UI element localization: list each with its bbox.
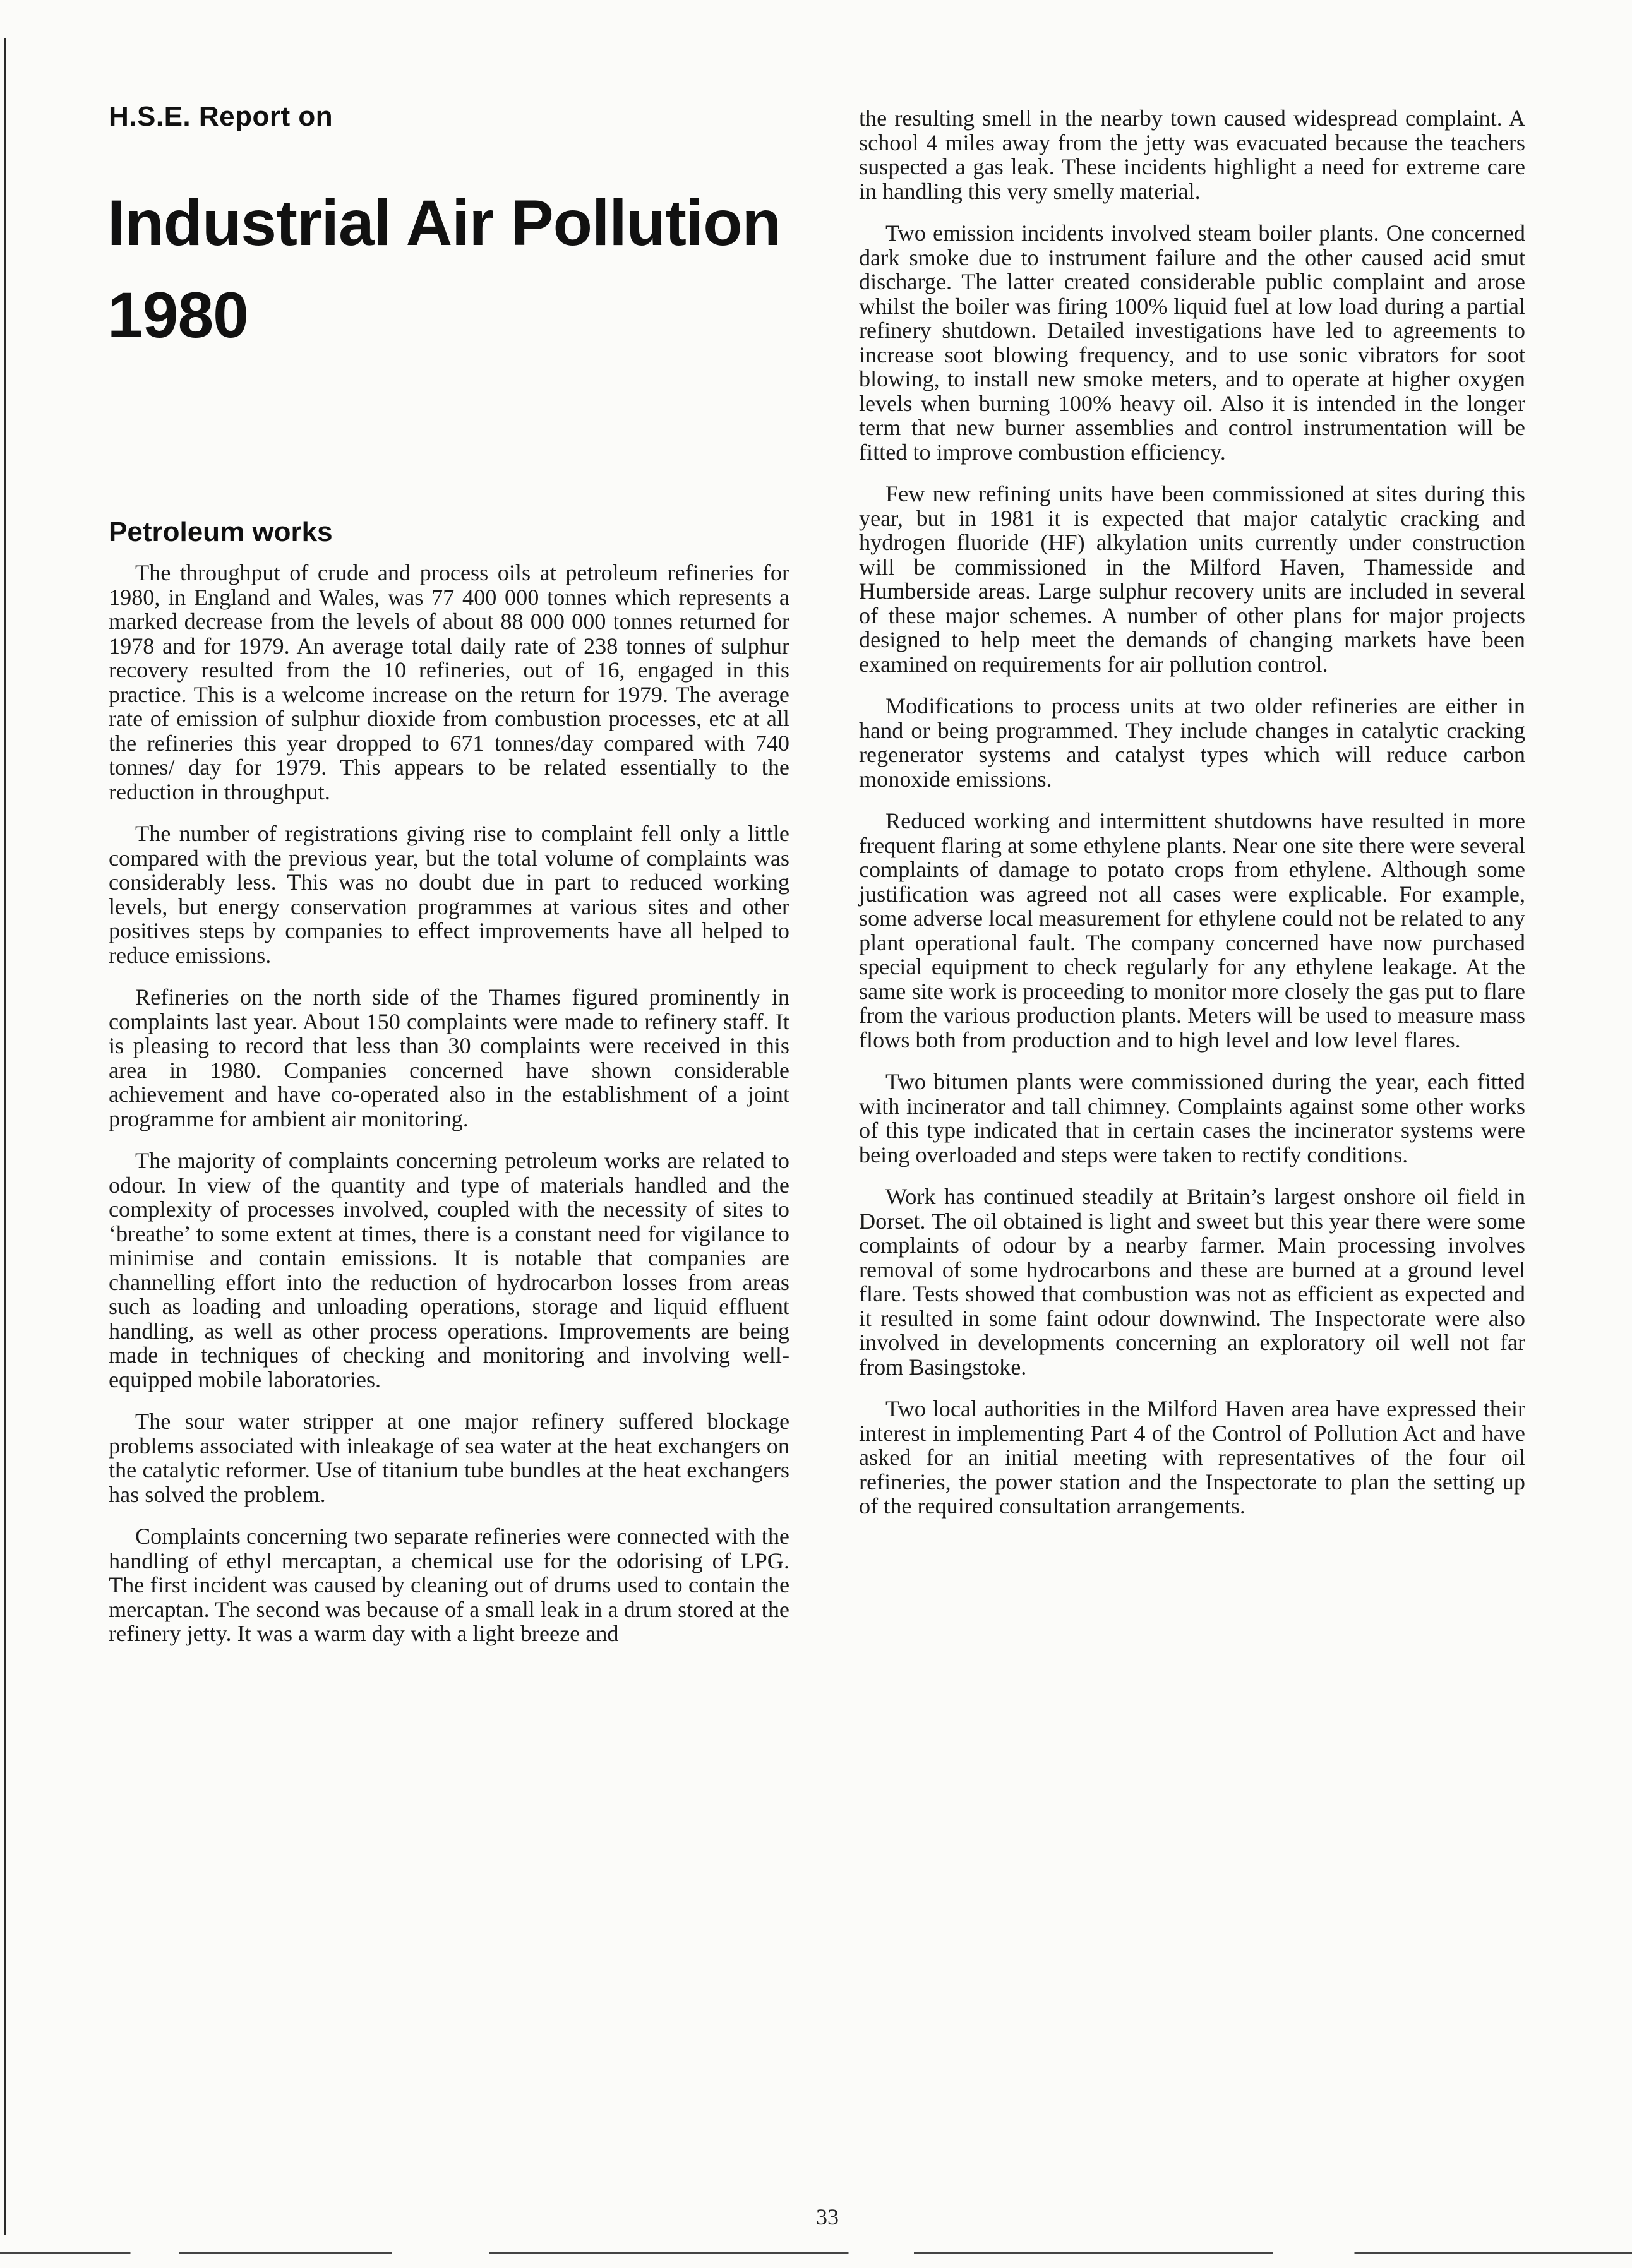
paragraph-continuation: the resulting smell in the nearby town caused widespread complaint. A school 4 miles away from the jetty was evacuated because the teachers suspected a gas leak. These incidents highlight a need for extreme care in handling this very smelly material. bbox=[859, 105, 1525, 204]
right-column bbox=[859, 106, 1525, 1536]
paragraph: Two bitumen plants were commissioned during the year, each fitted with incinerator and tall chimney. Complaints against some other works of this type indicated that in certain cases the incinerator systems were being overloaded and steps were taken to rectify conditions. bbox=[859, 1069, 1525, 1167]
page-title: Industrial Air Pollution 1980 bbox=[107, 187, 781, 351]
paragraph: Few new refining units have been commissioned at sites during this year, but in 1981 it is expected that major catalytic cracking and hydrogen fluoride (HF) alkylation units currently under construction will be commissioned in the Milford Haven, Thamesside and Humberside areas. Large sulphur recovery units are included in several of these major schemes. A number of other plans for major projects designed to help meet the demands of changing markets have been examined on requirements for air pollution control. bbox=[859, 481, 1525, 677]
paragraph: Work has continued steadily at Britain’s largest onshore oil field in Dorset. The oil obtained is light and sweet but this year there were some complaints of odour by a nearby farmer. Main processing involves removal of some hydrocarbons and these are burned at a ground level flare. Tests showed that combustion was not as efficient as expected and it resulted in some faint odour downwind. The Inspectorate were also involved in developments concerning an exploratory oil well not far from Basingstoke. bbox=[859, 1184, 1525, 1380]
page-number: 33 bbox=[816, 2204, 839, 2229]
paragraph: The number of registrations giving rise to complaint fell only a little compared with the previous year, but the total volume of complaints was considerably less. This was no doubt due in part to reduced working levels, but energy conservation programmes at various sites and other positives steps by companies to effect improvements have all helped to reduce emissions. bbox=[109, 821, 789, 968]
paragraph: The throughput of crude and process oils at petroleum refineries for 1980, in England and Wales, was 77 400 000 tonnes which represents a marked decrease from the levels of about 88 000 000 tonnes returned for 1978 and for 1979. An average total daily rate of 238 tonnes of sulphur recovery resulted from the 10 refineries, out of 16, engaged in this practice. This is a welcome increase on the return for 1979. The average rate of emission of sulphur dioxide from combustion processes, etc at all the refineries this year dropped to 671 tonnes/day compared with 740 tonnes/ day for 1979. This appears to be related essentially to the reduction in throughput. bbox=[109, 560, 789, 804]
scan-edge-line bbox=[4, 38, 6, 2235]
section-heading: Petroleum works bbox=[109, 516, 333, 547]
paragraph: Reduced working and intermittent shutdowns have resulted in more frequent flaring at some ethylene plants. Near one site there were several complaints of damage to potato crops from ethylene. Although some justification was agreed not all cases were explicable. For example, some adverse local measurement for ethylene could not be related to any plant operational fault. The company concerned have now purchased special equipment to check regularly for any ethylene leakage. At the same site work is proceeding to monitor more closely the gas put to flare from the various production plants. Meters will be used to measure mass flows both from production and to high level and low level flares. bbox=[859, 808, 1526, 1053]
paragraph: Two emission incidents involved steam boiler plants. One concerned dark smoke due to instrument failure and the other caused acid smut discharge. The latter created considerable public complaint and arose whilst the boiler was firing 100% liquid fuel at low load during a partial refinery shutdown. Detailed investigations have led to agreements to increase soot blowing frequency, and to use sonic vibrators for soot blowing, to install new smoke meters, and to operate at higher oxygen levels when burning 100% heavy oil. Also it is intended in the longer term that new burner assemblies and control instrumentation will be fitted to improve combustion efficiency. bbox=[859, 220, 1525, 465]
paragraph: Two local authorities in the Milford Haven area have expressed their interest in implementing Part 4 of the Control of Pollution Act and have asked for an initial meeting with representatives of the four oil refineries, the power station and the Inspectorate to plan the setting up of the required consultation arrangements. bbox=[859, 1396, 1525, 1519]
paragraph: The majority of complaints concerning petroleum works are related to odour. In view of the quantity and type of materials handled and the complexity of processes involved, coupled with the necessity of sites to ‘breathe’ to some extent at times, there is a constant need for vigilance to minimise and contain emissions. It is notable that companies are channelling effort into the reduction of hydrocarbon losses from areas such as loading and unloading operations, storage and liquid effluent handling, as well as other process operations. Improvements are being made in techniques of checking and monitoring and involving well-equipped mobile laboratories. bbox=[109, 1148, 789, 1392]
left-column bbox=[109, 561, 789, 1664]
paragraph: Complaints concerning two separate refineries were connected with the handling of ethyl mercaptan, a chemical use for the odorising of LPG. The first incident was caused by cleaning out of drums used to contain the mercaptan. The second was because of a small leak in a drum stored at the refinery jetty. It was a warm day with a light breeze and bbox=[109, 1524, 789, 1646]
paragraph: Refineries on the north side of the Thames figured prominently in complaints last year. About 150 complaints were made to refinery staff. It is pleasing to record that less than 30 complaints were received in this area in 1980. Companies concerned have shown considerable achievement and have co-operated also in the establishment of a joint programme for ambient air monitoring. bbox=[109, 984, 789, 1131]
paragraph: The sour water stripper at one major refinery suffered blockage problems associated with inleakage of sea water at the heat exchangers on the catalytic reformer. Use of titanium tube bundles at the heat exchangers has solved the problem. bbox=[109, 1409, 789, 1507]
bottom-rule bbox=[0, 2252, 1632, 2254]
report-label: H.S.E. Report on bbox=[109, 101, 333, 132]
paragraph: Modifications to process units at two older refineries are either in hand or being programmed. They include changes in catalytic cracking regenerator systems and catalyst types which will reduce carbon monoxide emissions. bbox=[859, 693, 1525, 792]
